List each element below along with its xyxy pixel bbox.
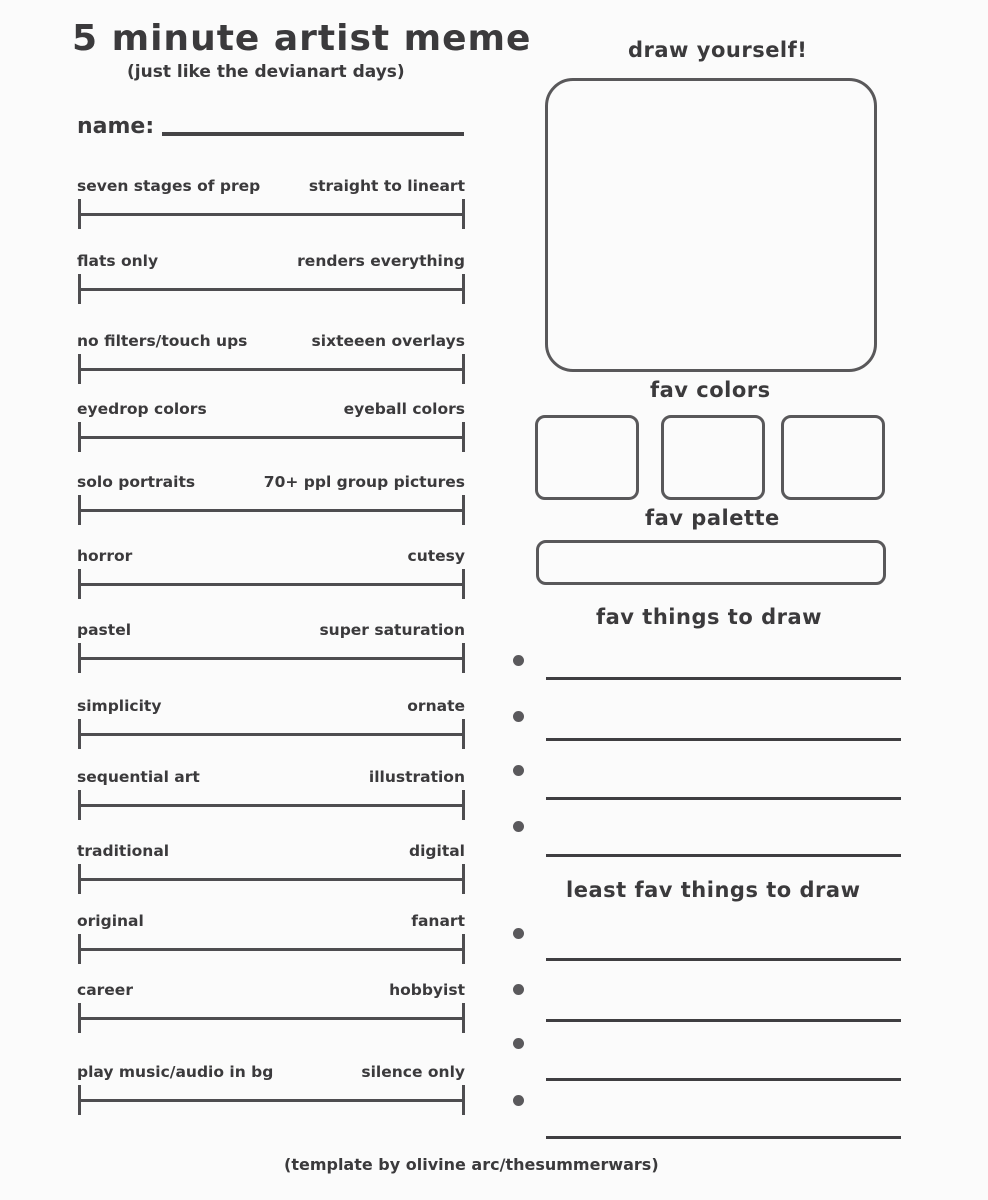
scale-left-label: simplicity	[77, 697, 162, 715]
bullet-icon	[513, 1038, 524, 1049]
scale-track[interactable]	[78, 657, 465, 660]
scale-right-label: straight to lineart	[308, 177, 465, 195]
scale-right-label: fanart	[411, 912, 465, 930]
page-subtitle: (just like the devianart days)	[127, 62, 405, 82]
scale-left-label: horror	[77, 547, 133, 565]
scale-end-right	[462, 1003, 465, 1033]
scale-right-label: sixteeen overlays	[311, 332, 465, 350]
scale-track[interactable]	[78, 1099, 465, 1102]
scale-left-label: career	[77, 981, 133, 999]
bullet-icon	[513, 711, 524, 722]
name-label: name:	[77, 114, 155, 139]
scale-track[interactable]	[78, 948, 465, 951]
bullet-icon	[513, 655, 524, 666]
scale-end-right	[462, 719, 465, 749]
scale-right-label: renders everything	[297, 252, 465, 270]
scale-end-right	[462, 199, 465, 229]
least-fav-thing-line-3[interactable]	[546, 1078, 901, 1081]
scale-end-left	[78, 864, 81, 894]
color-swatch-2[interactable]	[661, 415, 765, 500]
scale-left-label: original	[77, 912, 144, 930]
scale-right-label: illustration	[368, 768, 465, 786]
scale-end-left	[78, 495, 81, 525]
fav-colors-heading: fav colors	[650, 378, 771, 402]
color-swatch-3[interactable]	[781, 415, 885, 500]
scale-end-left	[78, 354, 81, 384]
scale-left-label: solo portraits	[77, 473, 196, 491]
scale-left-label: seven stages of prep	[77, 177, 261, 195]
scale-track[interactable]	[78, 583, 465, 586]
self-portrait-box[interactable]	[545, 78, 877, 372]
scale-end-right	[462, 274, 465, 304]
least-fav-thing-line-1[interactable]	[546, 958, 901, 961]
scale-audio[interactable]	[77, 1063, 465, 1133]
bullet-icon	[513, 765, 524, 776]
fav-thing-line-2[interactable]	[546, 738, 901, 741]
scale-right-label: super saturation	[319, 621, 465, 639]
scale-left-label: traditional	[77, 842, 170, 860]
scale-end-right	[462, 569, 465, 599]
scale-end-right	[462, 495, 465, 525]
scale-right-label: 70+ ppl group pictures	[263, 473, 465, 491]
scale-right-label: ornate	[407, 697, 465, 715]
fav-thing-line-1[interactable]	[546, 677, 901, 680]
scale-end-left	[78, 422, 81, 452]
scale-left-label: no filters/touch ups	[77, 332, 248, 350]
scale-track[interactable]	[78, 509, 465, 512]
fav-thing-line-3[interactable]	[546, 797, 901, 800]
scale-medium[interactable]	[77, 842, 465, 912]
page-title: 5 minute artist meme	[72, 18, 532, 59]
scale-left-label: flats only	[77, 252, 159, 270]
scale-end-right	[462, 934, 465, 964]
scale-right-label: digital	[409, 842, 465, 860]
least-fav-thing-line-2[interactable]	[546, 1019, 901, 1022]
scale-track[interactable]	[78, 213, 465, 216]
draw-yourself-heading: draw yourself!	[628, 38, 808, 62]
scale-mood[interactable]	[77, 547, 465, 617]
scale-end-right	[462, 643, 465, 673]
scale-saturation[interactable]	[77, 621, 465, 691]
scale-track[interactable]	[78, 878, 465, 881]
bullet-icon	[513, 1095, 524, 1106]
scale-end-right	[462, 1085, 465, 1115]
fav-palette-heading: fav palette	[645, 506, 780, 530]
scale-right-label: hobbyist	[389, 981, 465, 999]
scale-right-label: cutesy	[407, 547, 465, 565]
scale-career[interactable]	[77, 981, 465, 1051]
scale-end-left	[78, 1085, 81, 1115]
fav-thing-line-4[interactable]	[546, 854, 901, 857]
scale-colors[interactable]	[77, 400, 465, 470]
scale-left-label: play music/audio in bg	[77, 1063, 274, 1081]
scale-track[interactable]	[78, 288, 465, 291]
scale-prep[interactable]	[77, 177, 465, 247]
scale-end-left	[78, 274, 81, 304]
name-input-line[interactable]	[162, 132, 464, 136]
bullet-icon	[513, 984, 524, 995]
scale-end-left	[78, 934, 81, 964]
bullet-icon	[513, 821, 524, 832]
scale-format[interactable]	[77, 768, 465, 838]
least-fav-thing-line-4[interactable]	[546, 1136, 901, 1139]
palette-box[interactable]	[536, 540, 886, 585]
color-swatch-1[interactable]	[535, 415, 639, 500]
scale-end-right	[462, 864, 465, 894]
scale-track[interactable]	[78, 436, 465, 439]
scale-end-left	[78, 199, 81, 229]
scale-track[interactable]	[78, 804, 465, 807]
scale-group-size[interactable]	[77, 473, 465, 543]
scale-end-right	[462, 422, 465, 452]
scale-right-label: eyeball colors	[343, 400, 465, 418]
scale-end-left	[78, 1003, 81, 1033]
scale-complexity[interactable]	[77, 697, 465, 767]
scale-end-left	[78, 790, 81, 820]
scale-track[interactable]	[78, 733, 465, 736]
scale-end-left	[78, 719, 81, 749]
bullet-icon	[513, 928, 524, 939]
least-fav-things-heading: least fav things to draw	[566, 878, 861, 902]
template-credit: (template by olivine arc/thesummerwars)	[284, 1155, 659, 1174]
fav-things-heading: fav things to draw	[596, 605, 823, 629]
scale-left-label: sequential art	[77, 768, 200, 786]
scale-left-label: eyedrop colors	[77, 400, 207, 418]
scale-track[interactable]	[78, 368, 465, 371]
scale-left-label: pastel	[77, 621, 132, 639]
scale-end-right	[462, 354, 465, 384]
scale-right-label: silence only	[361, 1063, 465, 1081]
scale-end-left	[78, 569, 81, 599]
scale-rendering[interactable]	[77, 252, 465, 322]
scale-originality[interactable]	[77, 912, 465, 982]
scale-end-left	[78, 643, 81, 673]
scale-track[interactable]	[78, 1017, 465, 1020]
scale-filters[interactable]	[77, 332, 465, 402]
scale-end-right	[462, 790, 465, 820]
